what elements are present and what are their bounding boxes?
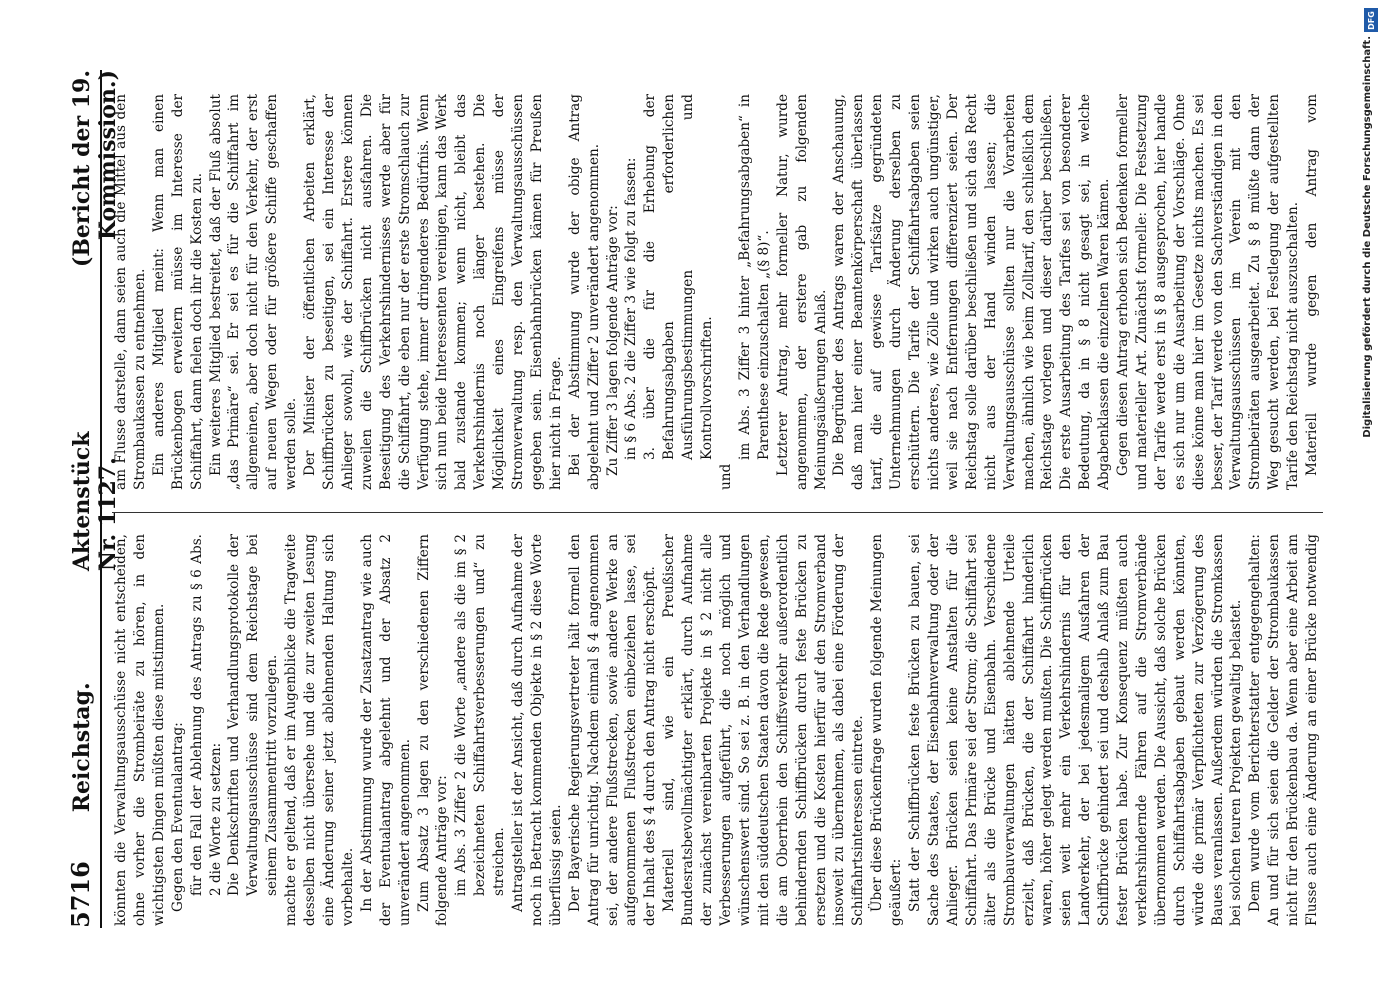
paragraph: Gegen diesen Antrag erhoben sich Bedenken formeller und materieller Art. Zunächst formelle: Die Festsetzung der Tarife werde erst in § 8 ausgesprochen, hier handle es sich nur um die Ausarbeitung der Vorschläge. Ohne diese könne man hier im Gesetze nichts machen. Es sei besser, der Tarif werde von den Sachverständigen in den Verwaltungsausschüssen im Verein mit den Strombeiräten ausgearbeitet. Zu § 8 müßte dann der Weg gesucht werden, bei Festlegung der aufgestellten Tarife den Reichstag nicht auszuschalten.	[1115, 94, 1302, 490]
paragraph: Letzterer Antrag, mehr formeller Natur, wurde angenommen, der erstere gab zu folgenden Meinungsäußerungen Anlaß.	[774, 94, 829, 490]
paragraph: und	[718, 463, 734, 490]
running-title-left: Reichstag.	[69, 682, 95, 813]
paragraph: In der Abstimmung wurde der Zusatzantrag wie auch der Eventualantrag abgelehnt und der Absatz 2 unverändert angenommen.	[358, 534, 413, 926]
paragraph: Ein anderes Mitglied meint: Wenn man einen Brückenbogen erweitern müsse im Interesse der Schiffahrt, dann fielen doch ihr die Kosten zu.	[150, 94, 205, 490]
left-column	[112, 534, 1323, 926]
dfg-logo-label: DFG	[1366, 10, 1376, 30]
credit-text: Digitalisierung gefördert durch die Deutsche Forschungsgemeinschaft.	[1362, 36, 1373, 438]
digitization-credit	[1360, 6, 1376, 996]
running-title-right: (Bericht der 19. Kommission.)	[69, 70, 121, 268]
dfg-logo	[1364, 8, 1378, 32]
paragraph: machte er geltend, daß er im Augenblicke die Tragweite desselben nicht übersehe und die zur zweiten Lesung eine Änderung seiner jetzt ablehnenden Haltung sich vorbehalte.	[283, 534, 356, 926]
paragraph: Die Begründer des Antrags waren der Anschauung, daß man hier einer Beamtenkörperschaft überlassen tarif, die auf gewisse Tarifsätze gegründeten Unternehmungen durch Änderung derselben zu erschüttern. Die Tarife der Schiffahrtsabgaben seien nichts anderes, wie Zölle und wirken auch ungünstiger, weil sie nach Entfernungen differenziert seien. Der Reichstag solle darüber beschließen und sich das Recht nicht aus der Hand winden lassen; die Verwaltungsausschüsse sollten nur die Vorarbeiten machen, ähnlich wie beim Zolltarif, den schließlich dem Reichstage vorlegen und dieser darüber beschließen. Die erste Ausarbeitung des Tarifes sei von besonderer Bedeutung, da in § 8 nicht gesagt sei, in welche Abgabenklassen die einzelnen Waren kämen.	[831, 94, 1113, 490]
right-column	[112, 94, 1323, 490]
page-number: 5716	[66, 861, 95, 928]
paragraph: Die Denkschriften und Verhandlungsprotokolle der Verwaltungsausschüsse sind dem Reichstage bei seinem Zusammentritt vorzulegen.	[226, 534, 281, 896]
paragraph: für den Fall der Ablehnung des Antrags zu § 6 Abs. 2 die Worte zu setzen:	[188, 534, 224, 896]
paragraph: am Flusse darstelle, dann seien auch die Mittel aus den Strombaukassen zu entnehmen.	[113, 94, 148, 490]
paragraph: Gegen den Eventualantrag:	[169, 722, 186, 912]
paragraph: könnten die Verwaltungsausschüsse nicht entscheiden, ohne vorher die Strombeiräte zu hören, in den wichtigsten Dingen müßten diese mitstimmen.	[113, 534, 167, 926]
paragraph: Materiell wurde gegen den Antrag vom	[1304, 94, 1321, 476]
paragraph: Zum Absatz 3 lagen zu den verschiedenen Ziffern folgende Anträge vor:	[415, 534, 451, 926]
paragraph: Statt der Schiffbrücken feste Brücken zu bauen, sei Sache des Staates, der Eisenbahnverwaltung oder der Anlieger. Brücken seien keine Anstalten für die Schiffahrt. Das Primäre sei der Strom; die Schiffahrt sei älter als die Brücke und Eisenbahn. Verschiedene Strombauverwaltungen hätten ablehnende Urteile erzielt, daß Brücken, die der Schiffahrt hinderlich waren, höher gelegt werden mußten. Die Schiffbrücken seien weit mehr ein Verkehrshindernis für den Landverkehr, der bei jedesmaligem Ausfahren der Schiffbrücke gehindert sei und deshalb Anlaß zum Bau fester Brücken habe. Zur Konsequenz müßten auch verkehrshindernde Fähren auf die Stromverbände übernommen werden. Die Aussicht, daß solche Brücken durch Schiffahrtsabgaben gebaut werden könnten, würde die primär Verpflichteten zur Verzögerung des Baues veranlassen. Außerdem würden die Stromkassen bei solchen teuren Projekten gewaltig belastet.	[907, 534, 1245, 926]
paragraph: Ein weiteres Mitglied bestreitet, daß der Fluß absolut „das Primäre“ sei. Er sei es für die Schiffahrt im allgemeinen, aber doch nicht für den Verkehr, der erst auf neuen Wegen oder für größere Schiffe geschaffen werden solle.	[207, 94, 300, 490]
paragraph: Antragsteller ist der Ansicht, daß durch Aufnahme der noch in Betracht kommenden Objekte in § 2 diese Worte überflüssig seien.	[510, 534, 564, 926]
paragraph: Bei der Abstimmung wurde der obige Antrag abgelehnt und Ziffer 2 unverändert angenommen.	[566, 94, 602, 490]
paragraph: Materiell sind, wie ein Preußischer Bundesratsbevollmächtigter erklärt, durch Aufnahme der zunächst vereinbarten Projekte in § 2 nicht alle Verbesserungen aufgeführt, die noch möglich und wünschenswert sind. So sei z. B. in den Verhandlungen mit den süddeutschen Staaten davon die Rede gewesen, die am Oberrhein den Schiffsverkehr außerordentlich behindernden Schiffbrücken durch feste Brücken zu ersetzen und die Kosten hierfür auf den Stromverband insoweit zu übernehmen, als dabei eine Förderung der Schiffahrtsinteressen eintrete.	[661, 534, 867, 926]
paragraph: 3. über die für die Erhebung der Befahrungsabgaben erforderlichen Ausführungsbestimmungen und Kontrollvorschriften.	[642, 94, 716, 460]
paragraph: Dem wurde vom Berichterstatter entgegengehalten: An und für sich seien die Gelder der Strombaukassen nicht für den Brückenbau da. Wenn aber eine Arbeit am Flusse auch eine Änderung an einer Brücke notwendig	[1247, 534, 1321, 926]
paragraph: Zu Ziffer 3 lagen folgende Anträge vor:	[604, 205, 621, 476]
paragraph: Der Bayerische Regierungsvertreter hält formell den Antrag für unrichtig. Nachdem einmal § 4 angenommen sei, der andere Flußstrecken, sowie andere Werke an aufgenommenen Flußstrecken einbeziehen lasse, sei der Inhalt des § 4 durch den Antrag nicht erschöpft.	[566, 534, 659, 926]
paragraph: Der Minister der öffentlichen Arbeiten erklärt, Schiffbrücken zu beseitigen, sei ein Interesse der Anlieger sowohl, wie der Schiffahrt. Erstere können zuweilen die Schiffbrücken nicht ausfahren. Die Beseitigung des Verkehrshindernisses werde aber für die Schiffahrt, die eben nur der erste Stromschlauch zur Verfügung stehe, immer dringenderes Bedürfnis. Wenn sich nun beide Interessenten vereinigen, kann das Werk bald zustande kommen; wenn nicht, bleibt das Verkehrshindernis noch länger bestehen. Die Möglichkeit eines Eingreifens müsse der Stromverwaltung resp. den Verwaltungsausschüssen gegeben sein. Eisenbahnbrücken kämen für Preußen hier nicht in Frage.	[302, 94, 564, 490]
document-number: Aktenstück Nr. 1127.	[69, 431, 121, 572]
paragraph: Über diese Brückenfrage wurden folgende Meinungen geäußert:	[869, 534, 905, 926]
paragraph: in § 6 Abs. 2 die Ziffer 3 wie folgt zu fassen:	[623, 157, 640, 460]
page-header	[66, 70, 121, 928]
column-divider	[112, 512, 1323, 513]
paragraph: im Abs. 3 Ziffer 2 die Worte „andere als die im § 2 bezeichneten Schiffahrtsverbesserungen und“ zu streichen.	[453, 534, 508, 896]
paragraph: im Abs. 3 Ziffer 3 hinter „Befahrungsabgaben“ in Parenthese einzuschalten „(§ 8)“.	[736, 94, 772, 460]
